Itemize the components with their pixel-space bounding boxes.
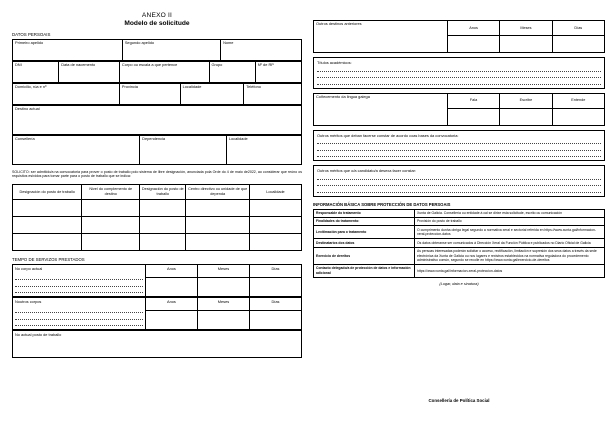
cell[interactable]: [500, 108, 552, 125]
cell[interactable]: [140, 200, 186, 217]
field-label: Primeiro apelido: [15, 39, 44, 45]
cell[interactable]: [447, 108, 499, 125]
cell[interactable]: [552, 36, 604, 53]
field-label: Nº de RP: [257, 61, 274, 67]
outros-destinos-table: [313, 20, 605, 53]
table-row: [13, 264, 302, 277]
cell[interactable]: [140, 217, 186, 234]
col-designacion-posto-2: Designación do posto de traballo: [140, 185, 186, 200]
field-label: Dependencia: [142, 135, 166, 141]
info-value[interactable]: https://www.xunta.gal/informacion-xeral-proteccion-datos: [415, 264, 605, 277]
col-dias: Días: [552, 21, 604, 36]
domicilio-table: [12, 83, 302, 105]
cell[interactable]: [186, 234, 250, 251]
field-label: Destino actual: [15, 105, 40, 111]
info-key: Responsable do tratamento: [314, 209, 415, 217]
posto-traballo-table: [12, 184, 302, 251]
field-label: Outros méritos que deban facerse constar de acordo coas bases da convocatoria:: [317, 132, 459, 138]
tempo-corpo-actual-table: [12, 264, 302, 297]
modelo-title: Modelo de solicitude: [124, 20, 190, 27]
field-segundo-apelido[interactable]: [122, 39, 220, 60]
meritos-bases-box[interactable]: [313, 130, 605, 162]
table-row: [314, 217, 605, 225]
info-key: Destinatarios dos datos: [314, 239, 415, 247]
col-dias: Días: [249, 297, 301, 310]
cell[interactable]: [197, 277, 249, 296]
field-corpo-escala[interactable]: [119, 61, 209, 82]
table-row: [314, 247, 605, 264]
table-row: [314, 21, 605, 36]
table-row: [314, 239, 605, 247]
write-lines[interactable]: [15, 307, 143, 327]
cell[interactable]: [249, 277, 301, 296]
cell[interactable]: [500, 36, 552, 53]
field-label: Nome: [223, 39, 234, 45]
table-row: [314, 226, 605, 239]
field-label: Outros méritos que o/a candidato/a desexa facer constar:: [317, 168, 417, 173]
field-localidade-dep[interactable]: [226, 135, 301, 164]
field-label: Data de nacemento: [61, 61, 96, 67]
field-no-corpo-actual[interactable]: [13, 264, 146, 296]
info-key: Lexitimación para o tratamento: [314, 226, 415, 239]
col-anos: Anos: [145, 297, 197, 310]
info-value: O cumprimento dunha obriga legal segundo a normativa xeral e sectorial referida en https://www.xunta.gal/informacion-xeral-proteccion-datos: [415, 226, 605, 239]
field-label: Outros destinos anteriores: [316, 21, 362, 26]
field-conselleria[interactable]: [13, 135, 140, 164]
field-label: DNI: [15, 61, 22, 67]
cell[interactable]: [145, 310, 197, 329]
field-actual-posto-traballo[interactable]: [13, 330, 302, 357]
cell[interactable]: [197, 310, 249, 329]
field-label: Corpo ou escala a que pertence: [121, 61, 178, 67]
datos-persoais-label: DATOS PERSOAIS: [12, 32, 51, 37]
lingua-galega-block: [313, 93, 605, 126]
cell[interactable]: [249, 217, 301, 234]
field-lingua-galega[interactable]: [314, 93, 448, 125]
info-key: Finalidades do tratamento:: [314, 217, 415, 225]
cell[interactable]: [249, 234, 301, 251]
cell[interactable]: [249, 200, 301, 217]
table-row: [314, 209, 605, 217]
cell[interactable]: [447, 36, 499, 53]
col-fala: Fala: [447, 93, 499, 108]
titulos-academicos-box[interactable]: [313, 57, 605, 89]
tempo-posto-actual-table: [12, 330, 302, 358]
cell[interactable]: [82, 234, 140, 251]
right-column: [313, 20, 605, 286]
col-designacion-posto: Designación do posto de traballo: [13, 185, 82, 200]
field-destino-actual[interactable]: [13, 105, 302, 134]
table-row: [13, 330, 302, 357]
solicito-text: SOLICITO: ser admitido/a na convocatoria para prover o posto de traballo polo sistema de libre designación, anunciada pola Orde do 4 de maio de2022, ao considerar que reúno os requisitos esixidos para tomar parte para o posto de traballo que se indica:: [12, 169, 302, 179]
conselleria-footer: Consellería de Política Social: [428, 398, 490, 403]
field-label: Domicilio, rúa e nº: [15, 83, 47, 89]
field-nrp[interactable]: [255, 61, 301, 82]
write-lines[interactable]: [317, 65, 601, 85]
field-localidade[interactable]: [180, 83, 244, 104]
lingua-galega-table: [313, 93, 605, 126]
write-lines[interactable]: [15, 274, 143, 294]
col-centro-directivo: Centro directivo ou unidade de que dependa: [186, 185, 250, 200]
field-label: Consellería: [15, 135, 35, 141]
field-provincia[interactable]: [119, 83, 180, 104]
col-dias: Días: [249, 264, 301, 277]
datos-persoais-table: [12, 39, 302, 61]
table-row: [314, 93, 605, 108]
table-row: [13, 105, 302, 134]
table-row: [13, 234, 302, 251]
field-nome[interactable]: [221, 39, 302, 60]
write-lines[interactable]: [317, 138, 601, 158]
field-label: Títulos académicos:: [317, 60, 352, 65]
col-anos: Anos: [447, 21, 499, 36]
tempo-noutros-corpos-table: [12, 297, 302, 330]
field-primeiro-apelido[interactable]: [13, 39, 123, 60]
cell[interactable]: [552, 108, 604, 125]
col-meses: Meses: [500, 21, 552, 36]
field-label: Localidade: [228, 135, 248, 141]
field-telefono[interactable]: [244, 83, 302, 104]
info-value: Xunta de Galicia. Consellería ou entidade á cal se dirixe esta solicitude, escrito ou comunicación: [415, 209, 605, 217]
field-label: Provincia: [121, 83, 138, 89]
cell[interactable]: [186, 217, 250, 234]
table-header-row: [13, 185, 302, 200]
field-label: Noutros corpos: [15, 298, 42, 304]
cell[interactable]: [140, 234, 186, 251]
col-localidade: Localidade: [249, 185, 301, 200]
lugar-data-sinatura: (Lugar, data e sinatura): [439, 281, 479, 286]
field-label: Grupo: [211, 61, 223, 67]
col-escribe: Escribe: [500, 93, 552, 108]
write-lines[interactable]: [317, 173, 601, 193]
info-value: Os datos obteranse ser comunicados á Dirección Xeral da Función Pública e publicados no Diario Oficial de Galicia: [415, 239, 605, 247]
info-key: Exercicio de dereitos: [314, 247, 415, 264]
info-proteccion-datos-table: [313, 209, 605, 278]
field-dependencia[interactable]: [140, 135, 227, 164]
consellaria-table: [12, 135, 302, 165]
field-label: Segundo apelido: [124, 39, 155, 45]
cell[interactable]: [249, 310, 301, 329]
cell[interactable]: [82, 200, 140, 217]
field-noutros-corpos[interactable]: [13, 297, 146, 329]
table-row: [13, 297, 302, 310]
titulos-academicos-block: [313, 57, 605, 89]
anexo-title: ANEXO II: [141, 12, 173, 19]
table-row: [13, 83, 302, 104]
info-value: Provisión do posto de traballo: [415, 217, 605, 225]
table-row: [13, 61, 302, 82]
meritos-candidato-block: [313, 165, 605, 197]
info-proteccion-datos-title: INFORMACIÓN BÁSICA SOBRE PROTECCIÓN DE DATOS PERSOAIS: [313, 201, 451, 207]
cell[interactable]: [186, 200, 250, 217]
meritos-bases-block: [313, 130, 605, 162]
left-column: [12, 12, 302, 358]
field-grupo[interactable]: [209, 61, 255, 82]
cell[interactable]: [13, 200, 82, 217]
table-row: [13, 217, 302, 234]
cell[interactable]: [145, 277, 197, 296]
field-label: Coñecemento da lingua galega: [316, 93, 370, 99]
cell[interactable]: [82, 217, 140, 234]
field-data-nacemento[interactable]: [59, 61, 120, 82]
table-row: [314, 264, 605, 277]
outros-destinos-block: [313, 20, 605, 53]
field-label: No actual posto de traballo: [15, 331, 62, 337]
field-outros-destinos[interactable]: [314, 21, 448, 53]
table-row: [13, 200, 302, 217]
datos-corpo-table: [12, 61, 302, 83]
field-label: Localidade: [182, 83, 202, 89]
field-dni[interactable]: [13, 61, 59, 82]
info-key: Contacto delegado/a de protección de datos e información adicional: [314, 264, 415, 277]
field-domicilio[interactable]: [13, 83, 120, 104]
cell[interactable]: [13, 217, 82, 234]
info-value: As persoas interesadas poderán solicitar o acceso, rectificación, limitación e supresión dos seus datos a través da sede electrónica da Xunta de Galicia ou nos lugares e rexistros establecidos na normativa reguladora do procedemento administrativo común, segundo se recolle en https://www.xunta.gal/exercicio-de-dereitos: [415, 247, 605, 264]
col-nivel-complemento: Nivel do complemento de destino: [82, 185, 140, 200]
col-meses: Meses: [197, 297, 249, 310]
col-entende: Entende: [552, 93, 604, 108]
col-anos: Anos: [145, 264, 197, 277]
meritos-candidato-box[interactable]: [313, 165, 605, 197]
field-label: Teléfono: [246, 83, 261, 89]
table-row: [13, 135, 302, 164]
col-meses: Meses: [197, 264, 249, 277]
tempo-servizos-label: TEMPO DE SERVIZOS PRESTADOS: [12, 257, 85, 263]
field-label: No corpo actual: [15, 265, 43, 271]
destino-actual-table: [12, 105, 302, 135]
cell[interactable]: [13, 234, 82, 251]
table-row: [13, 39, 302, 60]
